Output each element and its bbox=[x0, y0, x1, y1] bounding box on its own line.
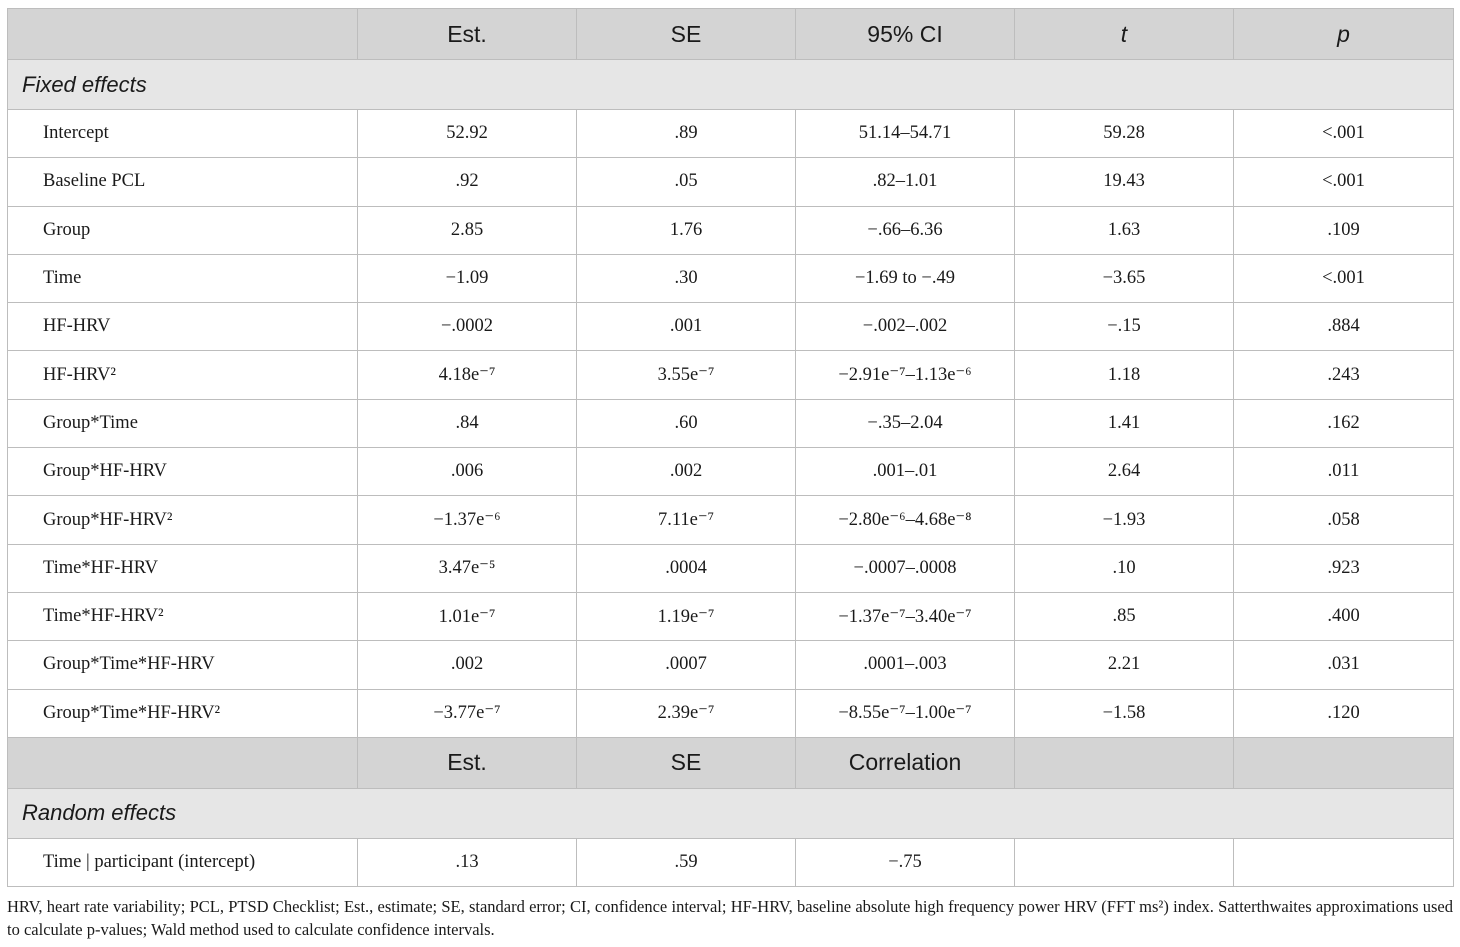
table-row bbox=[8, 254, 1454, 302]
table-row bbox=[8, 448, 1454, 496]
header-p: p bbox=[1234, 9, 1454, 60]
row-label: Intercept bbox=[8, 110, 358, 158]
cell-ci: .82–1.01 bbox=[796, 158, 1015, 206]
cell-t: −1.58 bbox=[1015, 689, 1234, 737]
row-label: Group*Time*HF-HRV bbox=[8, 641, 358, 689]
header-blank bbox=[8, 737, 358, 788]
cell-ci: −1.69 to −.49 bbox=[796, 254, 1015, 302]
header-ci: 95% CI bbox=[796, 9, 1015, 60]
random-effects-section-row bbox=[8, 788, 1454, 838]
cell-est: −1.37e⁻⁶ bbox=[358, 496, 577, 544]
cell-se: 7.11e⁻⁷ bbox=[577, 496, 796, 544]
row-label: HF-HRV² bbox=[8, 351, 358, 399]
cell-est: 52.92 bbox=[358, 110, 577, 158]
table-header-row bbox=[8, 9, 1454, 60]
row-label: Baseline PCL bbox=[8, 158, 358, 206]
cell-se: 1.76 bbox=[577, 206, 796, 254]
cell-p: .243 bbox=[1234, 351, 1454, 399]
random-effects-title: Random effects bbox=[8, 788, 1454, 838]
cell-t bbox=[1015, 838, 1234, 886]
cell-se: 3.55e⁻⁷ bbox=[577, 351, 796, 399]
cell-p: <.001 bbox=[1234, 158, 1454, 206]
row-label: HF-HRV bbox=[8, 303, 358, 351]
cell-t: 2.64 bbox=[1015, 448, 1234, 496]
cell-ci: .0001–.003 bbox=[796, 641, 1015, 689]
table-row bbox=[8, 838, 1454, 886]
cell-ci: −.002–.002 bbox=[796, 303, 1015, 351]
row-label: Group*Time bbox=[8, 399, 358, 447]
fixed-effects-title: Fixed effects bbox=[8, 60, 1454, 110]
cell-ci: −.35–2.04 bbox=[796, 399, 1015, 447]
cell-se: .30 bbox=[577, 254, 796, 302]
cell-ci: −8.55e⁻⁷–1.00e⁻⁷ bbox=[796, 689, 1015, 737]
header-est: Est. bbox=[358, 737, 577, 788]
table-row bbox=[8, 641, 1454, 689]
cell-t: 1.41 bbox=[1015, 399, 1234, 447]
cell-p: .884 bbox=[1234, 303, 1454, 351]
cell-se: .001 bbox=[577, 303, 796, 351]
cell-p bbox=[1234, 838, 1454, 886]
cell-ci: −.66–6.36 bbox=[796, 206, 1015, 254]
cell-p: .162 bbox=[1234, 399, 1454, 447]
random-effects-header-row bbox=[8, 737, 1454, 788]
cell-p: .120 bbox=[1234, 689, 1454, 737]
header-blank bbox=[8, 9, 358, 60]
cell-t: −.15 bbox=[1015, 303, 1234, 351]
cell-p: .011 bbox=[1234, 448, 1454, 496]
cell-se: 2.39e⁻⁷ bbox=[577, 689, 796, 737]
cell-t: 19.43 bbox=[1015, 158, 1234, 206]
table-row bbox=[8, 399, 1454, 447]
cell-ci: −2.80e⁻⁶–4.68e⁻⁸ bbox=[796, 496, 1015, 544]
table-row bbox=[8, 496, 1454, 544]
cell-t: 59.28 bbox=[1015, 110, 1234, 158]
cell-est: .006 bbox=[358, 448, 577, 496]
table-row bbox=[8, 303, 1454, 351]
table-row bbox=[8, 592, 1454, 640]
cell-p: .109 bbox=[1234, 206, 1454, 254]
row-label: Time | participant (intercept) bbox=[8, 838, 358, 886]
table-row bbox=[8, 206, 1454, 254]
cell-se: 1.19e⁻⁷ bbox=[577, 592, 796, 640]
table-row bbox=[8, 158, 1454, 206]
cell-se: .0007 bbox=[577, 641, 796, 689]
header-t: t bbox=[1015, 9, 1234, 60]
cell-est: 3.47e⁻⁵ bbox=[358, 544, 577, 592]
cell-ci: −.0007–.0008 bbox=[796, 544, 1015, 592]
cell-est: .002 bbox=[358, 641, 577, 689]
row-label: Time*HF-HRV bbox=[8, 544, 358, 592]
cell-t: 1.63 bbox=[1015, 206, 1234, 254]
cell-est: 4.18e⁻⁷ bbox=[358, 351, 577, 399]
table-row bbox=[8, 110, 1454, 158]
cell-p: .058 bbox=[1234, 496, 1454, 544]
row-label: Group*HF-HRV bbox=[8, 448, 358, 496]
cell-se: .89 bbox=[577, 110, 796, 158]
row-label: Time bbox=[8, 254, 358, 302]
cell-t: .10 bbox=[1015, 544, 1234, 592]
cell-t: .85 bbox=[1015, 592, 1234, 640]
cell-ci: 51.14–54.71 bbox=[796, 110, 1015, 158]
cell-est: .92 bbox=[358, 158, 577, 206]
cell-t: −3.65 bbox=[1015, 254, 1234, 302]
results-table-container bbox=[7, 8, 1453, 887]
fixed-effects-section-row bbox=[8, 60, 1454, 110]
table-row bbox=[8, 351, 1454, 399]
header-se: SE bbox=[577, 9, 796, 60]
cell-ci: .001–.01 bbox=[796, 448, 1015, 496]
cell-p: .923 bbox=[1234, 544, 1454, 592]
cell-se: .60 bbox=[577, 399, 796, 447]
mixed-model-results-table bbox=[7, 8, 1454, 887]
cell-est: 2.85 bbox=[358, 206, 577, 254]
cell-se: .002 bbox=[577, 448, 796, 496]
row-label: Group bbox=[8, 206, 358, 254]
cell-t: 1.18 bbox=[1015, 351, 1234, 399]
header-se: SE bbox=[577, 737, 796, 788]
cell-t: −1.93 bbox=[1015, 496, 1234, 544]
cell-est: −3.77e⁻⁷ bbox=[358, 689, 577, 737]
cell-est: .13 bbox=[358, 838, 577, 886]
cell-est: 1.01e⁻⁷ bbox=[358, 592, 577, 640]
cell-se: .05 bbox=[577, 158, 796, 206]
row-label: Group*Time*HF-HRV² bbox=[8, 689, 358, 737]
cell-p: <.001 bbox=[1234, 254, 1454, 302]
header-est: Est. bbox=[358, 9, 577, 60]
cell-ci: −2.91e⁻⁷–1.13e⁻⁶ bbox=[796, 351, 1015, 399]
cell-est: −1.09 bbox=[358, 254, 577, 302]
cell-ci: −1.37e⁻⁷–3.40e⁻⁷ bbox=[796, 592, 1015, 640]
cell-est: .84 bbox=[358, 399, 577, 447]
cell-p: .031 bbox=[1234, 641, 1454, 689]
cell-se: .59 bbox=[577, 838, 796, 886]
header-correlation: Correlation bbox=[796, 737, 1015, 788]
row-label: Time*HF-HRV² bbox=[8, 592, 358, 640]
row-label: Group*HF-HRV² bbox=[8, 496, 358, 544]
table-row bbox=[8, 544, 1454, 592]
cell-correlation: −.75 bbox=[796, 838, 1015, 886]
cell-p: <.001 bbox=[1234, 110, 1454, 158]
table-footnote: HRV, heart rate variability; PCL, PTSD Checklist; Est., estimate; SE, standard error; CI, confidence interval; HF-HRV, baseline absolute high frequency power HRV (FFT ms²) index. Satterthwaites approximations used to calculate p-values; Wald method used to calculate confidence intervals. bbox=[7, 897, 1453, 939]
header-blank-t bbox=[1015, 737, 1234, 788]
cell-se: .0004 bbox=[577, 544, 796, 592]
cell-est: −.0002 bbox=[358, 303, 577, 351]
cell-t: 2.21 bbox=[1015, 641, 1234, 689]
cell-p: .400 bbox=[1234, 592, 1454, 640]
table-row bbox=[8, 689, 1454, 737]
header-blank-p bbox=[1234, 737, 1454, 788]
